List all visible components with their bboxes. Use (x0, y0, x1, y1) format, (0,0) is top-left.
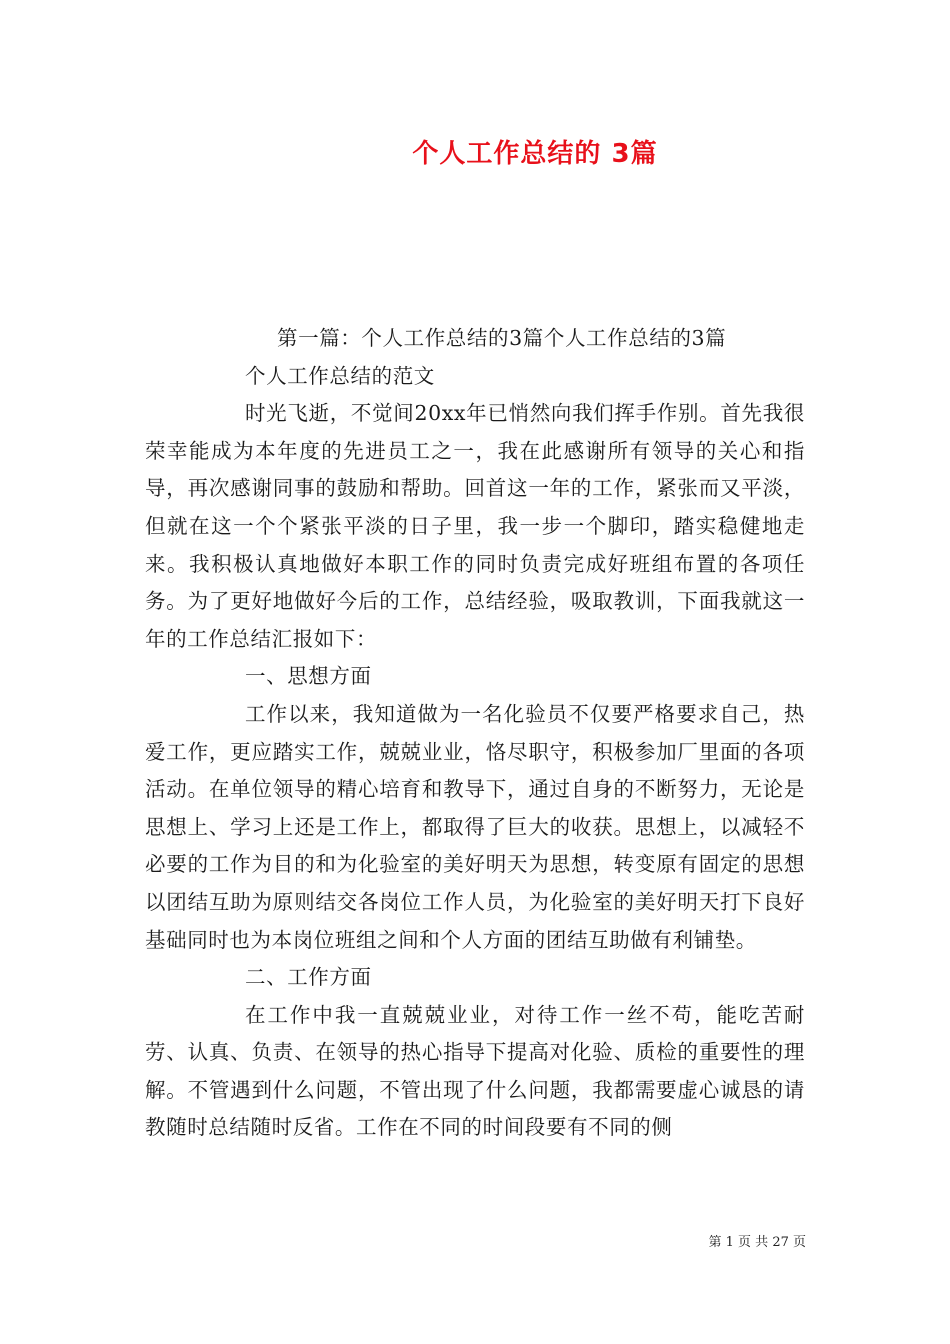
section-subheading: 个人工作总结的范文 (245, 363, 435, 388)
paragraph-intro: 时光飞逝，不觉间20xx年已悄然向我们挥手作别。首先我很荣幸能成为本年度的先进员工之一，我在此感谢所有领导的关心和指导，再次感谢同事的鼓励和帮助。回首这一年的工作，紧张而又平淡，但就在这一个个紧张平淡的日子里，我一步一个脚印，踏实稳健地走来。我积极认真地做好本职工作的同时负责完成好班组布置的各项任务。为了更好地做好今后的工作，总结经验，吸取教训，下面我就这一年的工作总结汇报如下： (145, 401, 805, 651)
section-title-thought: 一、思想方面 (245, 664, 372, 689)
page-number: 第 1 页 共 27 页 (708, 1235, 806, 1250)
document-title: 个人工作总结的 3篇 (412, 139, 658, 169)
document-body (145, 320, 805, 1147)
paragraph-thought: 工作以来，我知道做为一名化验员不仅要严格要求自己，热爱工作，更应踏实工作，兢兢业业，恪尽职守，积极参加厂里面的各项活动。在单位领导的精心培育和教导下，通过自身的不断努力，无论是思想上、学习上还是工作上，都取得了巨大的收获。思想上，以减轻不必要的工作为目的和为化验室的美好明天为思想，转变原有固定的思想以团结互助为原则结交各岗位工作人员，为化验室的美好明天打下良好基础同时也为本岗位班组之间和个人方面的团结互助做有利铺垫。 (145, 701, 805, 952)
section-title-work: 二、工作方面 (245, 965, 372, 990)
paragraph-work: 在工作中我一直兢兢业业，对待工作一丝不苟，能吃苦耐劳、认真、负责、在领导的热心指导下提高对化验、质检的重要性的理解。不管遇到什么问题，不管出现了什么问题，我都需要虚心诚恳的请教随时总结随时反省。工作在不同的时间段要有不同的侧 (145, 1002, 805, 1140)
section-heading: 第一篇：个人工作总结的3篇个人工作总结的3篇 (277, 326, 727, 350)
